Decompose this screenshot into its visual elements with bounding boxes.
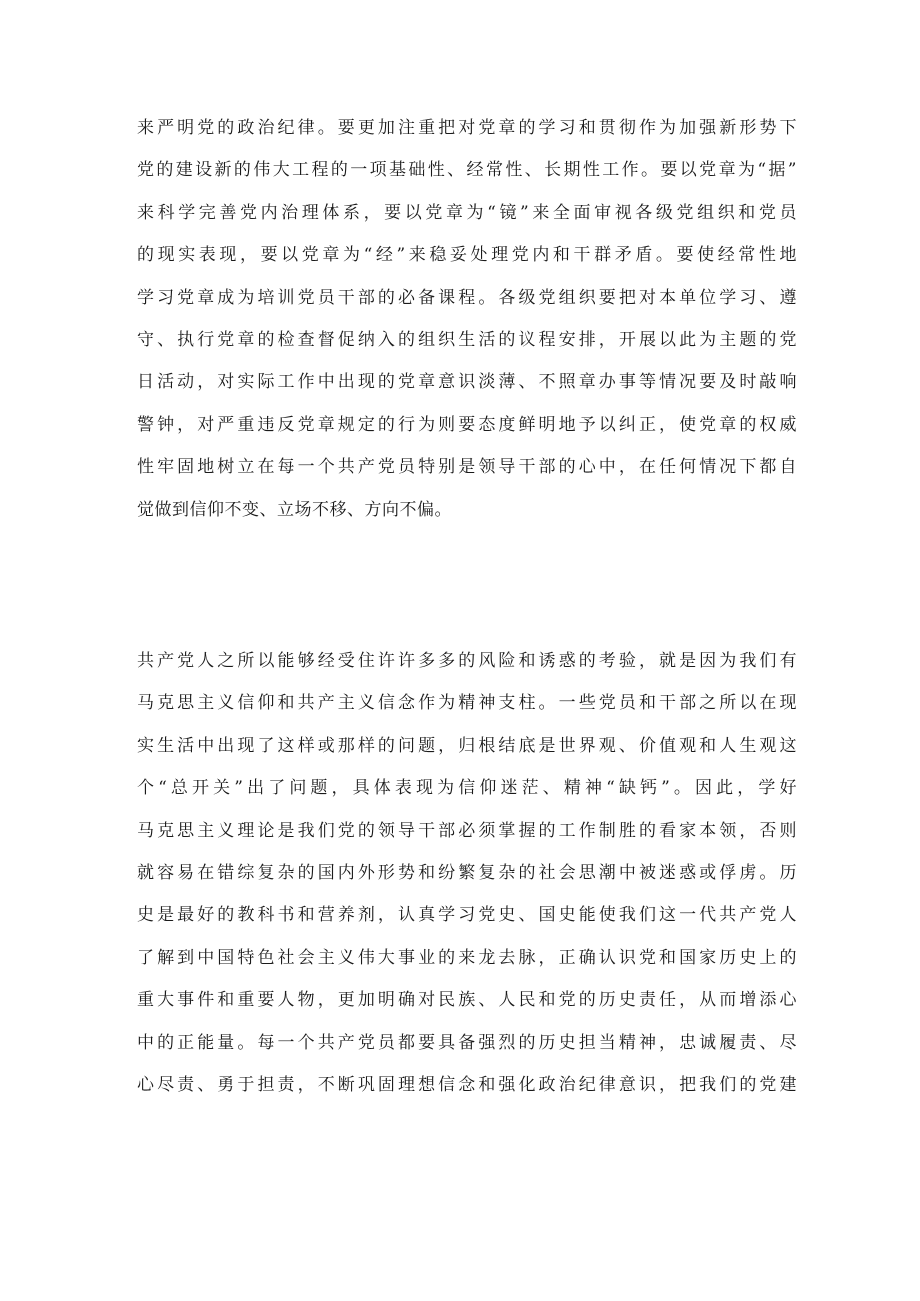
text-line: 党的建设新的伟大工程的一项基础性、经常性、长期性工作。要以党章为“据” (137, 160, 797, 181)
paragraph-2 (137, 640, 797, 1106)
text-line: 日活动，对实际工作中出现的党章意识淡薄、不照章办事等情况要及时敲响 (137, 372, 797, 393)
text-line: 守、执行党章的检查督促纳入的组织生活的议程安排，开展以此为主题的党 (137, 329, 797, 350)
text-line-last: 觉做到信仰不变、立场不移、方向不偏。 (137, 499, 452, 520)
text-line: 学习党章成为培训党员干部的必备课程。各级党组织要把对本单位学习、遵 (137, 287, 797, 308)
text-line: 重大事件和重要人物，更加明确对民族、人民和党的历史责任，从而增添心 (137, 990, 797, 1011)
text-line: 共产党人之所以能够经受住许许多多的风险和诱惑的考验，就是因为我们有 (137, 651, 797, 671)
text-line: 史是最好的教科书和营养剂，认真学习党史、国史能使我们这一代共产党人 (137, 905, 797, 926)
text-line: 实生活中出现了这样或那样的问题，归根结底是世界观、价值观和人生观这 (137, 735, 797, 756)
text-line: 心尽责、勇于担责，不断巩固理想信念和强化政治纪律意识，把我们的党建 (137, 1074, 797, 1095)
text-line: 来科学完善党内治理体系，要以党章为“镜”来全面审视各级党组织和党员 (137, 202, 797, 223)
text-line: 性牢固地树立在每一个共产党员特别是领导干部的心中，在任何情况下都自 (137, 457, 797, 478)
text-line: 马克思主义理论是我们党的领导干部必须掌握的工作制胜的看家本领，否则 (137, 820, 797, 841)
text-line: 个“总开关”出了问题，具体表现为信仰迷茫、精神“缺钙”。因此，学好 (137, 778, 797, 799)
paragraph-1 (137, 107, 797, 531)
text-line: 马克思主义信仰和共产主义信念作为精神支柱。一些党员和干部之所以在现 (137, 693, 797, 714)
text-line: 的现实表现，要以党章为“经”来稳妥处理党内和干群矛盾。要使经常性地 (137, 245, 797, 266)
text-line: 就容易在错综复杂的国内外形势和纷繁复杂的社会思潮中被迷惑或俘虏。历 (137, 862, 797, 883)
text-line: 中的正能量。每一个共产党员都要具备强烈的历史担当精神，忠诚履责、尽 (137, 1032, 797, 1053)
text-line: 了解到中国特色社会主义伟大事业的来龙去脉，正确认识党和国家历史上的 (137, 947, 797, 968)
text-line: 来严明党的政治纪律。要更加注重把对党章的学习和贯彻作为加强新形势下 (137, 118, 797, 138)
text-line: 警钟，对严重违反党章规定的行为则要态度鲜明地予以纠正，使党章的权威 (137, 414, 797, 435)
